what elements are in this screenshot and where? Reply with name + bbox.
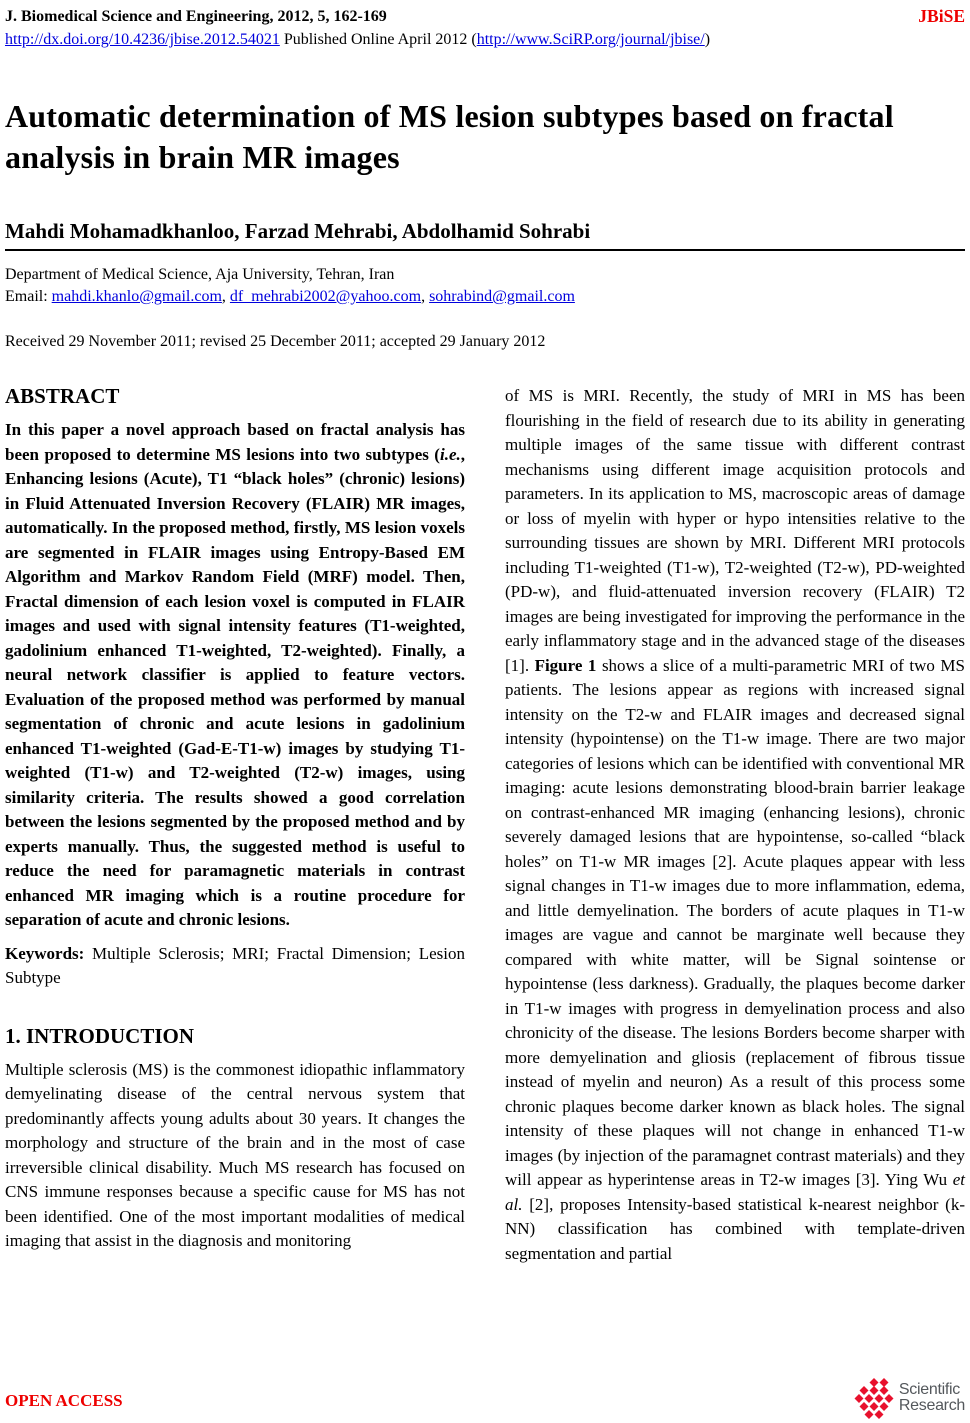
email-link-1[interactable]: mahdi.khanlo@gmail.com — [51, 288, 222, 305]
email-link-2[interactable]: df_mehrabi2002@yahoo.com — [229, 288, 422, 305]
journal-citation-block — [5, 5, 710, 51]
right-column-text: [2], proposes Intensity-based statistical k-nearest neighbor (k-NN) classification has combined with template-driven segmentation and partial — [505, 1194, 965, 1263]
affiliation-line: Department of Medical Science, Aja University, Tehran, Iran — [5, 266, 395, 283]
abstract-text: In this paper a novel approach based on fractal analysis has been proposed to determine MS lesions into two subtypes ( — [5, 420, 465, 464]
left-column — [5, 384, 465, 1266]
keywords-line — [5, 942, 465, 991]
email-separator: , — [421, 288, 430, 305]
doi-link[interactable]: http://dx.doi.org/10.4236/jbise.2012.54021 — [5, 31, 280, 48]
keywords-label: Keywords: — [5, 943, 85, 963]
doi-line — [5, 28, 710, 51]
right-column — [505, 384, 965, 1266]
email-separator: , — [221, 288, 230, 305]
abstract-heading: ABSTRACT — [5, 384, 120, 408]
right-column-text: of MS is MRI. Recently, the study of MRI in MS has been flourishing in the field of research due to its ability in generating multiple images of the same tissue with different contrast mechanisms using different image acquisition protocols and parameters. In its application to MS, macroscopic areas of damage or loss of myelin with hyper or hypo intensities relative to the surrounding tissues are shown by MRI. Different MRI protocols including T1-weighted (T1-w), T2-weighted (T2-w), PD-weighted (PD-w), and fluid-attenuated inversion recovery (FLAIR) T2 images are being investigated for improving the performance in the early inflammatory stage and in the advanced stage of the diseases [1]. — [505, 386, 965, 675]
scientific-research-logo — [854, 1377, 965, 1419]
page-footer — [5, 1377, 965, 1419]
keywords-text: Multiple Sclerosis; MRI; Fractal Dimension; Lesion Subtype — [5, 943, 465, 987]
email-link-3[interactable]: sohrabind@gmail.com — [429, 288, 575, 305]
article-title: Automatic determination of MS lesion subtypes based on fractal analysis in brain MR images — [5, 98, 894, 175]
journal-citation: J. Biomedical Science and Engineering, 2012, 5, 162-169 — [5, 8, 387, 25]
open-access-badge: OPEN ACCESS — [5, 1391, 123, 1410]
right-column-paragraph — [505, 384, 965, 1266]
right-column-text: shows a slice of a multi-parametric MRI of two MS patients. The lesions appear as regions with increased signal intensity on the T2-w and FLAIR images and decreased signal intensity (hypointense) on the T1-w image. There are two major categories of lesions which can be identified with conventional MR imaging: acute lesions demonstrating blood-brain barrier leakage on contrast-enhanced MR imaging (enhancing lesions), chronic severely damaged lesions that are hypointense, so-called “black holes” on T1-w MR images [2]. Acute plaques appear with less signal changes in T1-w images due to more inflammation, edema, and little demyelination. The borders of acute plaques in T1-w images are vague and cannot be marginate well because they compared with white matter, will be Signal sointense or hypointense (less darkness). Gradually, the plaques become darker in T1-w images with progress in demyelination process and also chronicity of the disease. The lesions Borders become sharper with more demyelination and gliosis (replacement of fibrous tissue instead of myelin and neuron) As a result of this process some chronic plaques become darker known as black holes. The signal intensity of these plaques will not change in enhanced T1-w images (by injection of the paramagnet contrast materials) and they will appear as hyperintense areas in T2-w images [3]. Ying Wu — [505, 655, 965, 1189]
journal-url-link[interactable]: http://www.SciRP.org/journal/jbise/ — [476, 31, 705, 48]
jbise-journal-logo: JBiSE — [918, 6, 965, 26]
scirp-logo-line1: Scientific — [898, 1381, 960, 1398]
close-paren-text: ) — [704, 31, 711, 48]
email-line — [5, 286, 965, 307]
etal-italic: et al. — [505, 1170, 965, 1214]
scirp-logo-line2: Research — [898, 1397, 965, 1414]
scirp-logo-text — [899, 1382, 965, 1414]
published-online-text: Published Online April 2012 ( — [279, 31, 477, 48]
abstract-paragraph — [5, 418, 465, 933]
authors-line: Mahdi Mohamadkhanloo, Farzad Mehrabi, Abdolhamid Sohrabi — [5, 219, 965, 251]
introduction-paragraph: Multiple sclerosis (MS) is the commonest idiopathic inflammatory demyelinating disease of the central nervous system that predominantly affects young adults about 30 years. It changes the morphology and structure of the brain and in the most of case irreversible clinical disability. Much MS research has focused on CNS immune responses because a specific cause for MS has not been identified. One of the most important modalities of medical imaging that assist in the diagnosis and monitoring — [5, 1059, 465, 1250]
email-label: Email: — [5, 288, 52, 305]
received-dates-line: Received 29 November 2011; revised 25 December 2011; accepted 29 January 2012 — [5, 333, 546, 350]
two-column-body — [5, 384, 965, 1266]
scirp-diamonds-icon — [854, 1377, 896, 1419]
journal-header — [5, 5, 965, 51]
abstract-ie-italic: i.e. — [439, 444, 461, 464]
abstract-text: , Enhancing lesions (Acute), T1 “black holes” (chronic) lesions) in Fluid Attenuated Inversion Recovery (FLAIR) MR images, automatically. In the proposed method, firstly, MS lesion voxels are segmented in FLAIR images using Entropy-Based EM Algorithm and Markov Random Field (MRF) model. Then, Fractal dimension of each lesion voxel is computed in FLAIR images and used with signal intensity features (T1-weighted, gadolinium enhanced T1-weighted, T2-weighted). Finally, a neural network classifier is applied to feature vectors. Evaluation of the proposed method was performed by manual segmentation of chronic and acute lesions in gadolinium enhanced T1-weighted (Gad-E-T1-w) images by studying T1-weighted (T1-w) and T2-weighted (T2-w) images, using similarity criteria. The results showed a good correlation between the lesions segmented by the proposed method and by experts manually. Thus, the suggested method is useful to reduce the need for paramagnetic materials in contrast enhanced MR imaging which is a routine procedure for separation of acute and chronic lesions. — [5, 444, 465, 929]
introduction-heading: 1. INTRODUCTION — [5, 1023, 195, 1048]
figure1-reference: Figure 1 — [534, 655, 597, 675]
